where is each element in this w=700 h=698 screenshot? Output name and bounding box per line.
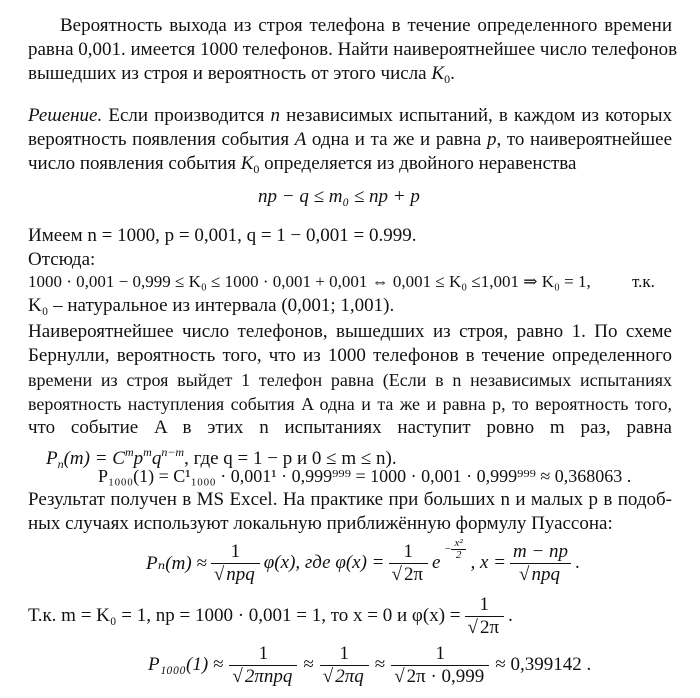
poisson-formula: Pₙ(m) ≈ $\frac{1}{\text{√ npq}}$ φ(x), где φ(x) = $\frac{1}{√ 2\pi}$ e − $\frac{\text{x²}}{2}$ , x = $\frac{m - np}{\text{√ npq}}$ . <box>146 537 580 585</box>
given-values: Имеем n = 1000, p = 0,001, q = 1 − 0,001 = 0.999. <box>28 225 417 246</box>
result-line-1: Результат получен в MS Excel. На практике при больших n и малых p в подоб- <box>28 489 672 510</box>
problem-line-3: вышедших из строя и вероятность от этого числа $K_0$. <box>28 63 455 86</box>
since-abbr: т.к. <box>632 272 655 291</box>
solution-line-2: вероятность появления события A одна и та же и равна p, то наивероятнейшее <box>28 129 673 150</box>
bernoulli-formula: $P_n(m) = C^mp^mq^{n-m}$, где q = 1 − p и 0 ≤ m ≤ n). <box>46 445 397 471</box>
final-approximation: P₁₀₀₀(1) ≈ $\frac{1}{\text{√ 2πnpq}}$ ≈ $\frac{1}{√ 2\pi q}$ ≈ $\frac{1}{√ 2\pi \cdot 0,999}$ ≈ 0,399142 . <box>148 642 592 687</box>
hence-label: Отсюда: <box>28 249 96 270</box>
para-line-3: времени из строя выйдет 1 телефон равна (Если в n независимых испытаниях <box>28 370 672 390</box>
solution-label: Решение. <box>28 105 103 126</box>
para-line-5: что событие A в этих n испытаниях наступит ровно m раз, равна <box>28 417 672 438</box>
result-line-2: ных случаях используют локальную приближённую формулу Пуассона: <box>28 513 613 534</box>
calc-line: 1000 · 0,001 − 0,999 ≤ K₀ ≤ 1000 · 0,001 + 0,001 ⇔ 0,001 ≤ K₀ ≤1,001 ⇒ K₀ = 1, <box>28 272 591 291</box>
bernoulli-calculation: P₁₀₀₀(1) = C¹₁₀₀₀ · 0,001¹ · 0,999⁹⁹⁹ = 1000 · 0,001 · 0,999⁹⁹⁹ ≈ 0,368063 . <box>98 466 632 486</box>
para-line-4: вероятность наступления события A одна и та же и равна p, то вероятность того, <box>28 394 672 414</box>
double-inequality: np − q ≤ m₀ ≤ np + p <box>258 186 420 207</box>
para-line-1: Наивероятнейшее число телефонов, вышедших из строя, равно 1. По схеме <box>28 321 672 342</box>
solution-line-1: Решение. Если производится n независимых испытаний, в каждом из которых <box>28 105 672 126</box>
para-line-2: Бернулли, вероятность того, что из 1000 телефонов в течение определенного <box>28 345 672 366</box>
problem-line-2: равна 0,001. имеется 1000 телефонов. Найти наивероятнейшее число телефонов <box>28 39 678 60</box>
tk-line: Т.к. m = K₀ = 1, np = 1000 · 0,001 = 1, то x = 0 и φ(x) = $\frac{1}{√ 2\pi}$ . <box>28 593 513 638</box>
problem-line-1: Вероятность выхода из строя телефона в течение определенного времени <box>60 15 672 36</box>
k0-natural-line: K₀ – натуральное из интервала (0,001; 1,001). <box>28 295 395 316</box>
solution-line-3: число появления события $K_0$ определяется из двойного неравенства <box>28 153 577 176</box>
